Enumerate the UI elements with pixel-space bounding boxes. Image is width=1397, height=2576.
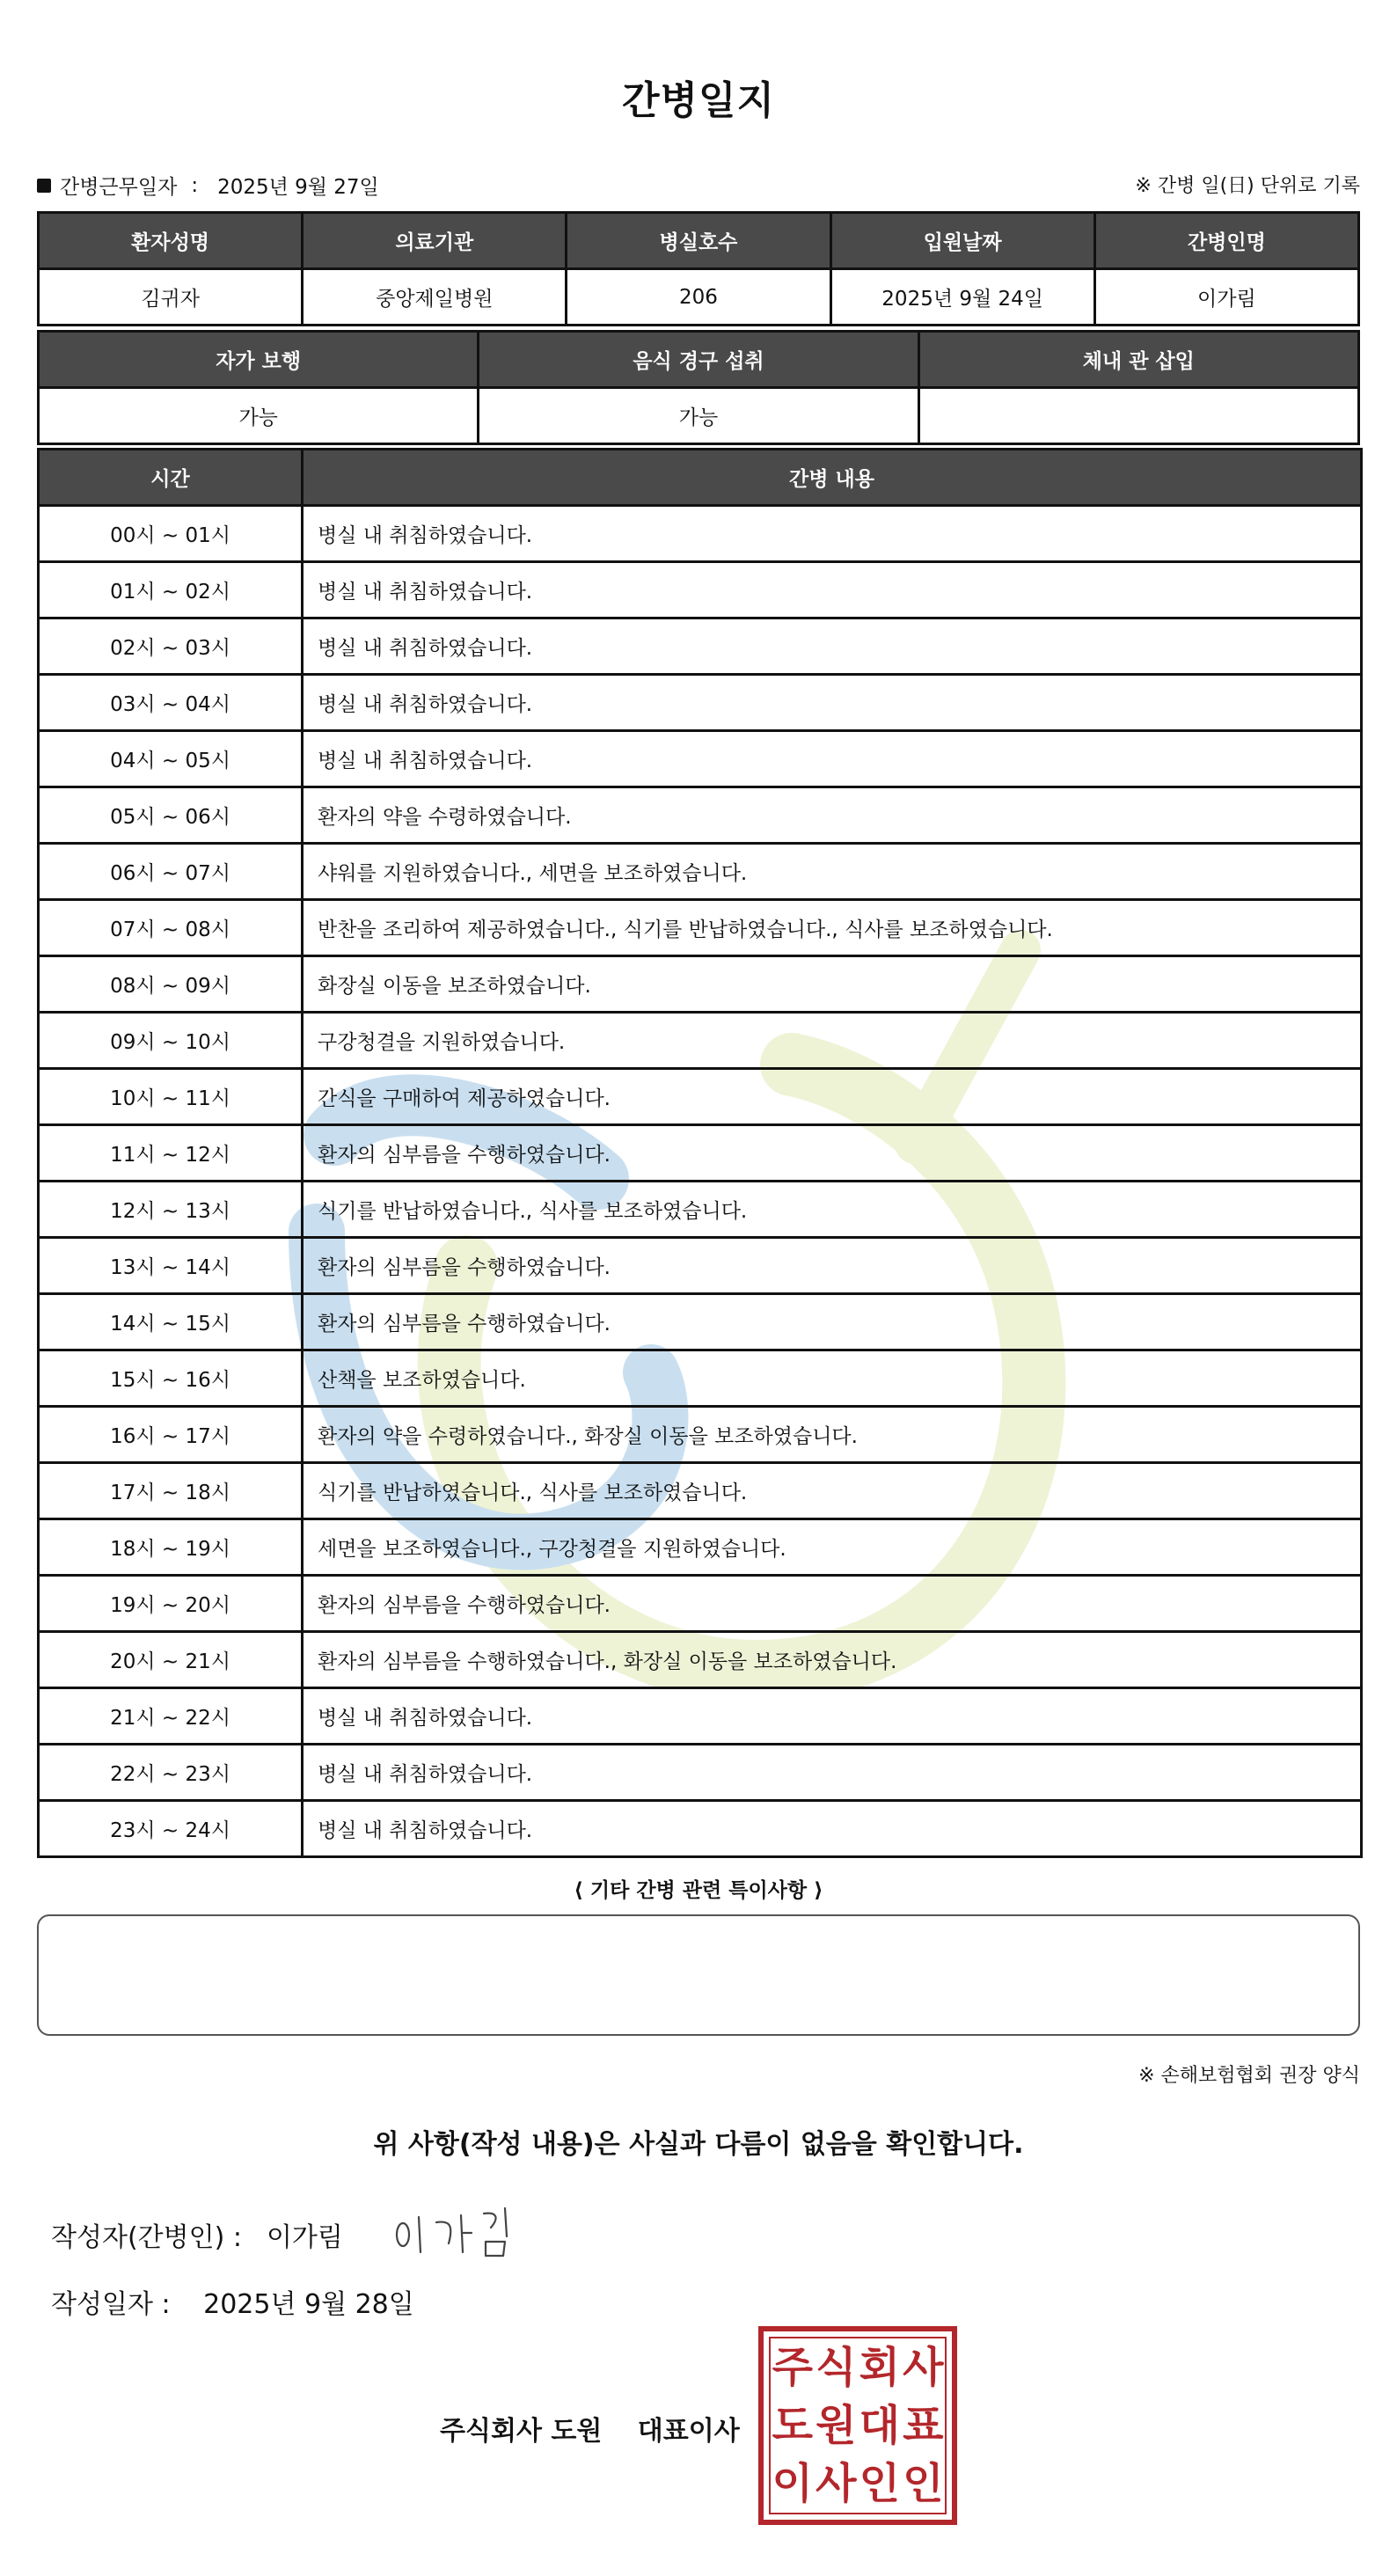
seal-char: 사 bbox=[816, 2459, 857, 2508]
table-header-row bbox=[39, 213, 1359, 269]
header-walking: 자가 보행 bbox=[39, 332, 479, 388]
table-row bbox=[39, 1632, 1362, 1688]
seal-char: 사 bbox=[903, 2343, 944, 2392]
header-hospital: 의료기관 bbox=[303, 213, 567, 269]
care-content-cell: 세면을 보조하였습니다., 구강청결을 지원하였습니다. bbox=[303, 1519, 1362, 1576]
seal-characters bbox=[769, 2337, 947, 2514]
time-cell: 15시 ~ 16시 bbox=[39, 1350, 303, 1407]
care-content-cell: 환자의 심부름을 수행하였습니다. bbox=[303, 1238, 1362, 1294]
seal-char: 이 bbox=[772, 2459, 813, 2508]
work-date-value: 2025년 9월 27일 bbox=[217, 176, 379, 199]
oral-intake-value: 가능 bbox=[479, 388, 918, 444]
table-row bbox=[39, 956, 1362, 1013]
time-cell: 23시 ~ 24시 bbox=[39, 1801, 303, 1857]
care-content-cell: 병실 내 취침하였습니다. bbox=[303, 1801, 1362, 1857]
header-admission-date: 입원날짜 bbox=[830, 213, 1094, 269]
header-tube-insertion: 체내 관 삽입 bbox=[918, 332, 1358, 388]
table-row bbox=[39, 1238, 1362, 1294]
seal-char: 주 bbox=[772, 2343, 813, 2392]
table-row bbox=[39, 1013, 1362, 1069]
care-content-cell: 환자의 심부름을 수행하였습니다. bbox=[303, 1576, 1362, 1632]
work-date-separator: : bbox=[191, 173, 199, 197]
time-cell: 03시 ~ 04시 bbox=[39, 675, 303, 731]
care-content-cell: 환자의 심부름을 수행하였습니다., 화장실 이동을 보조하였습니다. bbox=[303, 1632, 1362, 1688]
time-cell: 05시 ~ 06시 bbox=[39, 787, 303, 844]
table-row bbox=[39, 900, 1362, 956]
table-row bbox=[39, 1182, 1362, 1238]
unit-note: ※ 간병 일(日) 단위로 기록 bbox=[1135, 175, 1360, 197]
time-cell: 13시 ~ 14시 bbox=[39, 1238, 303, 1294]
seal-char: 도 bbox=[772, 2401, 813, 2450]
time-cell: 04시 ~ 05시 bbox=[39, 731, 303, 787]
table-row bbox=[39, 506, 1362, 562]
time-cell: 12시 ~ 13시 bbox=[39, 1182, 303, 1238]
company-seal bbox=[758, 2326, 957, 2525]
table-row bbox=[39, 1350, 1362, 1407]
source-note: ※ 손해보험협회 권장 양식 bbox=[1138, 2065, 1360, 2087]
table-row bbox=[39, 675, 1362, 731]
written-date-row bbox=[51, 2282, 414, 2321]
writer-name: 이가림 bbox=[266, 2222, 343, 2253]
table-row bbox=[39, 1801, 1362, 1857]
care-content-cell: 병실 내 취침하였습니다. bbox=[303, 1745, 1362, 1801]
document-title: 간병일지 bbox=[621, 78, 775, 123]
table-row bbox=[39, 562, 1362, 618]
time-cell: 07시 ~ 08시 bbox=[39, 900, 303, 956]
table-row bbox=[39, 844, 1362, 900]
header-oral-intake: 음식 경구 섭취 bbox=[479, 332, 918, 388]
time-cell: 01시 ~ 02시 bbox=[39, 562, 303, 618]
time-cell: 06시 ~ 07시 bbox=[39, 844, 303, 900]
special-notes-box bbox=[37, 1914, 1360, 2036]
table-header-row bbox=[39, 332, 1359, 388]
header-patient-name: 환자성명 bbox=[39, 213, 303, 269]
written-date-label: 작성일자 : bbox=[51, 2289, 171, 2320]
header-time: 시간 bbox=[39, 450, 303, 506]
writer-label: 작성자(간병인) : bbox=[51, 2222, 242, 2253]
work-date-label: 간병근무일자 bbox=[60, 176, 178, 199]
care-content-cell: 환자의 심부름을 수행하였습니다. bbox=[303, 1125, 1362, 1182]
writer-row bbox=[51, 2215, 343, 2254]
room-number: 206 bbox=[567, 269, 830, 326]
time-cell: 02시 ~ 03시 bbox=[39, 618, 303, 675]
company-row bbox=[440, 2409, 740, 2448]
header-room: 병실호수 bbox=[567, 213, 830, 269]
seal-char: 인 bbox=[903, 2459, 944, 2508]
table-header-row bbox=[39, 450, 1362, 506]
care-content-cell: 환자의 심부름을 수행하였습니다. bbox=[303, 1294, 1362, 1350]
tube-insertion-value bbox=[918, 388, 1358, 444]
table-row bbox=[39, 787, 1362, 844]
care-content-cell: 병실 내 취침하였습니다. bbox=[303, 506, 1362, 562]
table-row bbox=[39, 1125, 1362, 1182]
table-row bbox=[39, 388, 1359, 444]
care-content-cell: 병실 내 취침하였습니다. bbox=[303, 1688, 1362, 1745]
ability-table bbox=[37, 330, 1360, 445]
work-date-row bbox=[37, 171, 379, 200]
caregiver-name: 이가림 bbox=[1094, 269, 1358, 326]
time-cell: 09시 ~ 10시 bbox=[39, 1013, 303, 1069]
seal-char: 회 bbox=[859, 2343, 900, 2392]
time-cell: 18시 ~ 19시 bbox=[39, 1519, 303, 1576]
header-care-content: 간병 내용 bbox=[303, 450, 1362, 506]
care-content-cell: 식기를 반납하였습니다., 식사를 보조하였습니다. bbox=[303, 1182, 1362, 1238]
table-row bbox=[39, 269, 1359, 326]
time-cell: 16시 ~ 17시 bbox=[39, 1407, 303, 1463]
care-content-cell: 화장실 이동을 보조하였습니다. bbox=[303, 956, 1362, 1013]
table-row bbox=[39, 618, 1362, 675]
time-cell: 14시 ~ 15시 bbox=[39, 1294, 303, 1350]
header-caregiver: 간병인명 bbox=[1094, 213, 1358, 269]
time-cell: 20시 ~ 21시 bbox=[39, 1632, 303, 1688]
time-cell: 17시 ~ 18시 bbox=[39, 1463, 303, 1519]
care-content-cell: 병실 내 취침하였습니다. bbox=[303, 731, 1362, 787]
care-content-cell: 환자의 약을 수령하였습니다. bbox=[303, 787, 1362, 844]
care-content-cell: 병실 내 취침하였습니다. bbox=[303, 618, 1362, 675]
care-content-cell: 구강청결을 지원하였습니다. bbox=[303, 1013, 1362, 1069]
care-log-table bbox=[37, 448, 1363, 1858]
table-row bbox=[39, 1576, 1362, 1632]
care-content-cell: 환자의 약을 수령하였습니다., 화장실 이동을 보조하였습니다. bbox=[303, 1407, 1362, 1463]
seal-char: 인 bbox=[859, 2459, 900, 2508]
written-date-value: 2025년 9월 28일 bbox=[203, 2289, 414, 2320]
care-content-cell: 병실 내 취침하였습니다. bbox=[303, 675, 1362, 731]
time-cell: 11시 ~ 12시 bbox=[39, 1125, 303, 1182]
special-notes-title: ⟨ 기타 간병 관련 특이사항 ⟩ bbox=[574, 1879, 823, 1902]
confirmation-statement: 위 사항(작성 내용)은 사실과 다름이 없음을 확인합니다. bbox=[373, 2129, 1024, 2160]
seal-char: 표 bbox=[903, 2401, 944, 2450]
patient-info-table bbox=[37, 211, 1360, 326]
seal-char: 원 bbox=[816, 2401, 857, 2450]
care-content-cell: 간식을 구매하여 제공하였습니다. bbox=[303, 1069, 1362, 1125]
seal-char: 식 bbox=[816, 2343, 857, 2392]
time-cell: 00시 ~ 01시 bbox=[39, 506, 303, 562]
table-row bbox=[39, 1294, 1362, 1350]
table-row bbox=[39, 1745, 1362, 1801]
care-content-cell: 샤워를 지원하였습니다., 세면을 보조하였습니다. bbox=[303, 844, 1362, 900]
care-content-cell: 병실 내 취침하였습니다. bbox=[303, 562, 1362, 618]
table-row bbox=[39, 1407, 1362, 1463]
table-row bbox=[39, 1688, 1362, 1745]
patient-name: 김귀자 bbox=[39, 269, 303, 326]
representative-title: 대표이사 bbox=[637, 2416, 740, 2447]
time-cell: 10시 ~ 11시 bbox=[39, 1069, 303, 1125]
table-row bbox=[39, 1463, 1362, 1519]
time-cell: 08시 ~ 09시 bbox=[39, 956, 303, 1013]
hospital-name: 중앙제일병원 bbox=[303, 269, 567, 326]
company-name: 주식회사 도원 bbox=[440, 2416, 603, 2447]
walking-value: 가능 bbox=[39, 388, 479, 444]
table-row bbox=[39, 1069, 1362, 1125]
time-cell: 22시 ~ 23시 bbox=[39, 1745, 303, 1801]
table-row bbox=[39, 1519, 1362, 1576]
table-row bbox=[39, 731, 1362, 787]
care-content-cell: 반찬을 조리하여 제공하였습니다., 식기를 반납하였습니다., 식사를 보조하였습니다. bbox=[303, 900, 1362, 956]
square-bullet-icon bbox=[37, 179, 51, 193]
handwritten-signature bbox=[387, 2201, 528, 2263]
time-cell: 21시 ~ 22시 bbox=[39, 1688, 303, 1745]
time-cell: 19시 ~ 20시 bbox=[39, 1576, 303, 1632]
admission-date: 2025년 9월 24일 bbox=[830, 269, 1094, 326]
seal-char: 대 bbox=[859, 2401, 900, 2450]
care-content-cell: 식기를 반납하였습니다., 식사를 보조하였습니다. bbox=[303, 1463, 1362, 1519]
care-content-cell: 산책을 보조하였습니다. bbox=[303, 1350, 1362, 1407]
